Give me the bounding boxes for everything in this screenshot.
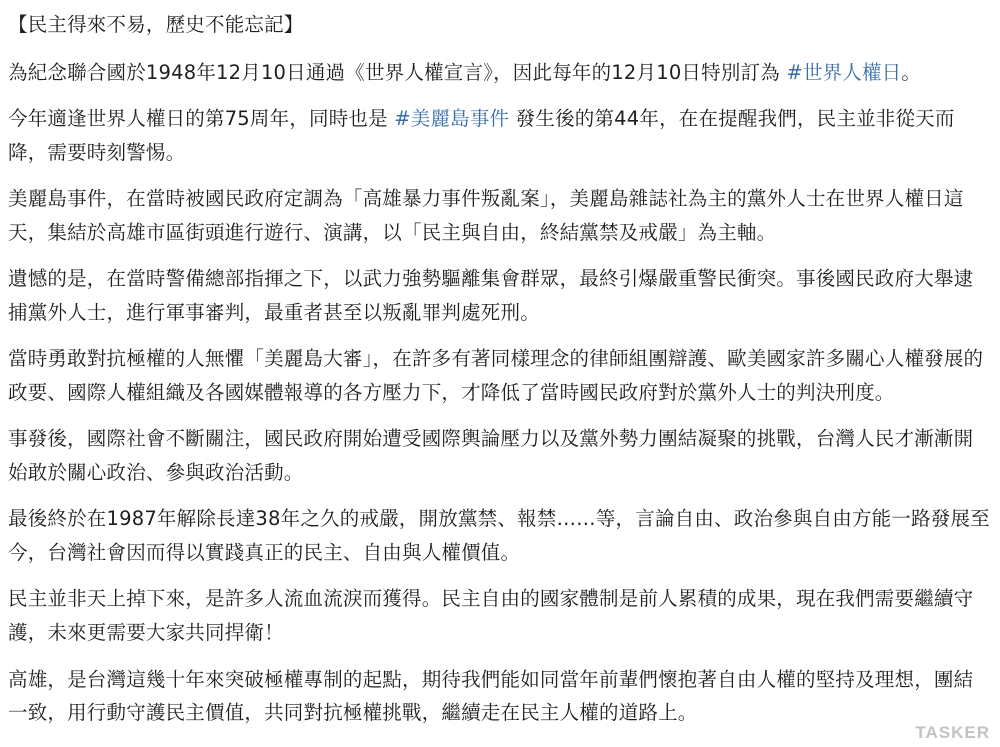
- text-run: 當時勇敢對抗極權的人無懼「美麗島大審」，在許多有著同樣理念的律師組團辯護、歐美國家許多關心人權發展的政要、國際人權組織及各國媒體報導的各方壓力下，才降低了當時國民政府對於黨外人士的判決刑度。: [8, 347, 984, 404]
- paragraph: [8, 102, 992, 169]
- paragraph: [8, 582, 992, 649]
- post-title: [8, 8, 992, 42]
- paragraph: [8, 342, 992, 409]
- paragraph: [8, 262, 992, 329]
- text-run: 。: [901, 60, 922, 84]
- text-run: 最後終於在1987年解除長達38年之久的戒嚴，開放黨禁、報禁……等，言論自由、政治參與自由方能一路發展至今，台灣社會因而得以實踐真正的民主、自由與人權價值。: [8, 507, 990, 564]
- text-run: 事發後，國際社會不斷關注，國民政府開始遭受國際輿論壓力以及黨外勢力團結凝聚的挑戰，台灣人民才漸漸開始敢於關心政治、參與政治活動。: [8, 427, 974, 484]
- text-run: 高雄，是台灣這幾十年來突破極權專制的起點，期待我們能如同當年前輩們懷抱著自由人權的堅持及理想，團結一致，用行動守護民主價值，共同對抗極權挑戰，繼續走在民主人權的道路上。: [8, 667, 974, 725]
- paragraph: [8, 182, 992, 249]
- post-body: [8, 8, 992, 730]
- text-run: 今年適逢世界人權日的第75周年，同時也是: [8, 107, 395, 131]
- text-run: 美麗島事件，在當時被國民政府定調為「高雄暴力事件叛亂案」，美麗島雜誌社為主的黨外人士在世界人權日這天，集結於高雄市區街頭進行遊行、演講，以「民主與自由，終結黨禁及戒嚴」為主軸。: [8, 187, 964, 244]
- text-run: 【民主得來不易，歷史不能忘記】: [8, 13, 304, 36]
- paragraph: [8, 422, 992, 489]
- text-run: 民主並非天上掉下來，是許多人流血流淚而獲得。民主自由的國家體制是前人累積的成果，現在我們需要繼續守護，未來更需要大家共同捍衛！: [8, 587, 974, 644]
- text-run: 遺憾的是，在當時警備總部指揮之下，以武力強勢驅離集會群眾，最終引爆嚴重警民衝突。事後國民政府大舉逮捕黨外人士，進行軍事審判，最重者甚至以叛亂罪判處死刑。: [8, 267, 974, 324]
- hashtag-link[interactable]: #世界人權日: [786, 60, 902, 84]
- paragraph: [8, 502, 992, 569]
- hashtag-link[interactable]: #美麗島事件: [394, 107, 510, 131]
- watermark-text: TASKER: [915, 723, 990, 742]
- text-run: 為紀念聯合國於1948年12月10日通過《世界人權宣言》，因此每年的12月10日特別訂為: [8, 60, 787, 84]
- paragraph: [8, 56, 992, 90]
- paragraph: [8, 663, 992, 730]
- text-run: 發生後的第44年，在在提醒我們，民主並非從天而降，需要時刻警惕。: [8, 107, 955, 164]
